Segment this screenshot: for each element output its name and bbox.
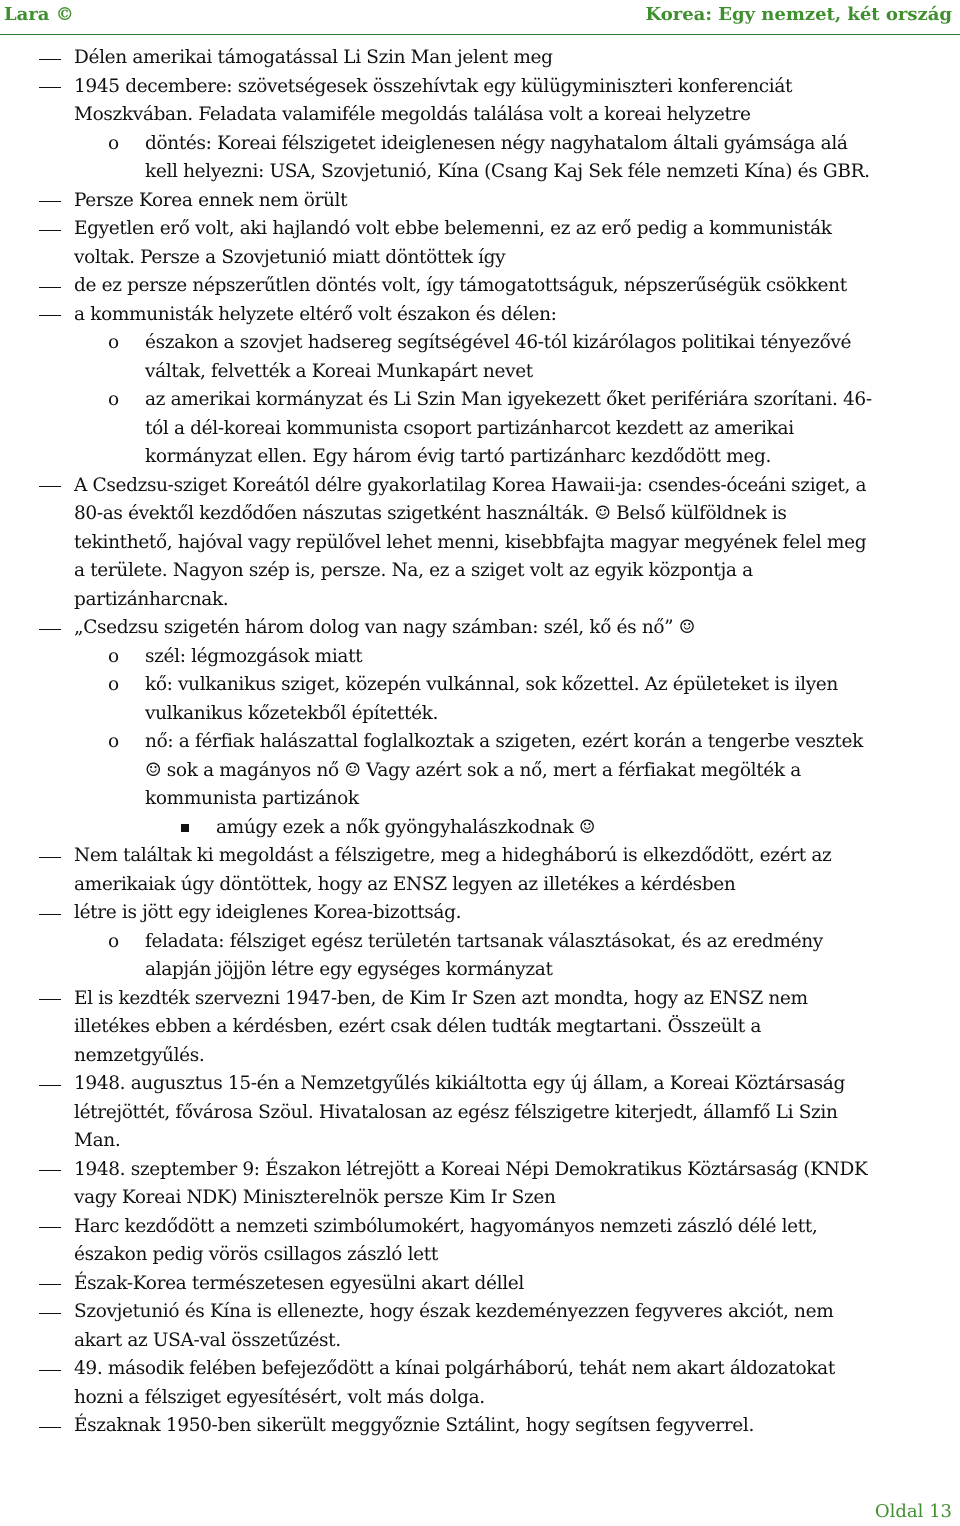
list-item — [0, 215, 960, 272]
list-item — [0, 614, 960, 643]
list-item-line: a kommunisták helyzete eltérő volt északon és délen: — [74, 303, 557, 325]
list-item-line: partizánharcnak. — [74, 588, 229, 610]
list-item-line: az amerikai kormányzat és Li Szin Man igyekezett őket perifériára szorítani. 46- — [145, 389, 872, 410]
dash-bullet — [39, 59, 61, 60]
list-item-line: Harc kezdődött a nemzeti szimbólumokért, hagyományos nemzeti zászló délé lett, — [74, 1215, 818, 1237]
list-item-line: 1948. augusztus 15-én a Nemzetgyűlés kikiáltotta egy új állam, a Koreai Köztársaság — [74, 1073, 845, 1094]
circle-bullet: o — [108, 674, 119, 695]
dash-bullet — [39, 230, 61, 231]
list-item — [0, 386, 960, 472]
list-item-line: Moszkvában. Feladata valamiféle megoldás találása volt a koreai helyzetre — [74, 104, 751, 125]
list-item-line: „Csedzsu szigetén három dolog van nagy számban: szél, kő és nő” ☺ — [74, 617, 696, 638]
list-item-line: kommunista partizánok — [145, 788, 359, 809]
list-item-line: létre is jött egy ideiglenes Korea-bizottság. — [74, 902, 462, 923]
dash-bullet — [39, 1284, 61, 1285]
list-item-line: Persze Korea ennek nem örült — [74, 189, 348, 211]
list-item — [0, 130, 960, 187]
dash-bullet — [39, 201, 61, 202]
circle-bullet: o — [108, 930, 119, 952]
list-item-line: hozni a félsziget egyesítésért, volt más dolga. — [74, 1386, 485, 1408]
list-item — [0, 329, 960, 386]
list-item-line: kell helyezni: USA, Szovjetunió, Kína (Csang Kaj Sek féle nemzeti Kína) és GBR. — [145, 161, 870, 182]
list-item — [0, 73, 960, 130]
list-item — [0, 301, 960, 330]
list-item-line: 1948. szeptember 9: Északon létrejött a Koreai Népi Demokratikus Köztársaság (KNDK — [74, 1158, 868, 1180]
list-item-line: döntés: Koreai félszigetet ideiglenesen négy nagyhatalom általi gyámsága alá — [145, 132, 848, 154]
list-item-line: illetékes ebben a kérdésben, ezért csak délen tudták megtartani. Összeült a — [74, 1016, 762, 1037]
list-item-line: Északnak 1950-ben sikerült meggyőznie Sztálint, hogy segítsen fegyverrel. — [74, 1415, 754, 1436]
list-item-line: kő: vulkanikus sziget, közepén vulkánnal, sok kőzettel. Az épületeket is ilyen — [145, 674, 838, 695]
dash-bullet — [39, 1227, 61, 1228]
list-item-line: a területe. Nagyon szép is, persze. Na, ez a sziget volt az egyik központja a — [74, 560, 753, 581]
list-item — [0, 985, 960, 1071]
circle-bullet: o — [108, 332, 119, 353]
list-item-line: El is kezdték szervezni 1947-ben, de Kim Ir Szen azt mondta, hogy az ENSZ nem — [74, 987, 808, 1009]
circle-bullet: o — [108, 731, 119, 752]
list-item — [0, 272, 960, 301]
list-item-line: 49. második felében befejeződött a kínai polgárháború, tehát nem akart áldozatokat — [74, 1358, 835, 1379]
list-item-line: tekinthető, hajóval vagy repülővel lehet menni, kisebbfajta magyar megyének felel meg — [74, 531, 867, 553]
list-item — [0, 814, 960, 843]
list-item — [0, 187, 960, 216]
dash-bullet — [39, 1170, 61, 1171]
list-item-line: nemzetgyűlés. — [74, 1044, 205, 1066]
circle-bullet: o — [108, 132, 119, 154]
list-item — [0, 728, 960, 814]
list-item-line: kormányzat ellen. Egy három évig tartó partizánharc kezdődött meg. — [145, 446, 771, 467]
dash-bullet — [39, 1085, 61, 1086]
list-item — [0, 1270, 960, 1299]
list-item — [0, 643, 960, 672]
header-title: Korea: Egy nemzet, két ország — [645, 4, 952, 25]
list-item-line: alapján jöjjön létre egy egységes kormányzat — [145, 959, 553, 980]
list-item-line: vulkanikus kőzetekből építették. — [145, 702, 439, 724]
list-item-line: Nem találtak ki megoldást a félszigetre, meg a hidegháború is elkezdődött, ezért az — [74, 845, 832, 866]
list-item-line: váltak, felvették a Koreai Munkapárt nevet — [145, 360, 533, 382]
circle-bullet: o — [108, 389, 119, 410]
dash-bullet — [39, 1427, 61, 1428]
dash-bullet — [39, 914, 61, 915]
header-author: Lara © — [4, 4, 74, 25]
page-header — [0, 0, 960, 35]
list-item-line: feladata: félsziget egész területén tartsanak választásokat, és az eredmény — [145, 930, 823, 952]
list-item-line: Észak-Korea természetesen egyesülni akart déllel — [74, 1272, 524, 1294]
list-item — [0, 1298, 960, 1355]
dash-bullet — [39, 857, 61, 858]
list-item-line: A Csedzsu-sziget Koreától délre gyakorlatilag Korea Hawaii-ja: csendes-óceáni sziget, a — [74, 474, 867, 496]
list-item-line: de ez persze népszerűtlen döntés volt, így támogatottságuk, népszerűségük csökkent — [74, 275, 847, 296]
list-item — [0, 472, 960, 615]
list-item-line: nő: a férfiak halászattal foglalkoztak a szigeten, ezért korán a tengerbe vesztek — [145, 731, 863, 752]
page-number: Oldal 13 — [874, 1501, 952, 1522]
list-item-line: amerikaiak úgy döntöttek, hogy az ENSZ legyen az illetékes a kérdésben — [74, 873, 736, 895]
list-item — [0, 899, 960, 928]
dash-bullet — [39, 629, 61, 630]
dash-bullet — [39, 999, 61, 1000]
dash-bullet — [39, 1370, 61, 1371]
list-item — [0, 1070, 960, 1156]
dash-bullet — [39, 315, 61, 316]
list-item — [0, 671, 960, 728]
list-item — [0, 1156, 960, 1213]
list-item — [0, 44, 960, 73]
list-item-line: ☺ sok a magányos nő ☺ Vagy azért sok a nő, mert a férfiakat megölték a — [145, 759, 801, 781]
dash-bullet — [39, 87, 61, 88]
list-item-line: északon a szovjet hadsereg segítségével 46-tól kizárólagos politikai tényezővé — [145, 332, 852, 353]
list-item-line: Man. — [74, 1130, 121, 1151]
list-item — [0, 928, 960, 985]
circle-bullet: o — [108, 645, 119, 667]
list-item-line: amúgy ezek a nők gyöngyhalászkodnak ☺ — [216, 816, 596, 838]
list-item-line: Szovjetunió és Kína is ellenezte, hogy észak kezdeményezzen fegyveres akciót, nem — [74, 1301, 834, 1322]
square-bullet-icon — [181, 824, 189, 832]
list-item-line: északon pedig vörös csillagos zászló lett — [74, 1244, 438, 1265]
list-item-line: akart az USA-val összetűzést. — [74, 1329, 341, 1351]
list-item-line: 1945 decembere: szövetségesek összehívtak egy külügyminiszteri konferenciát — [74, 75, 793, 97]
dash-bullet — [39, 1313, 61, 1314]
list-item — [0, 1412, 960, 1441]
document-body — [0, 44, 960, 1441]
list-item-line: Délen amerikai támogatással Li Szin Man jelent meg — [74, 47, 553, 68]
list-item-line: vagy Koreai NDK) Miniszterelnök persze Kim Ir Szen — [74, 1187, 556, 1208]
dash-bullet — [39, 486, 61, 487]
list-item — [0, 842, 960, 899]
list-item — [0, 1213, 960, 1270]
list-item — [0, 1355, 960, 1412]
list-item-line: 80-as évektől kezdődően nászutas szigetként használták. ☺ Belső külföldnek is — [74, 503, 787, 524]
list-item-line: szél: légmozgások miatt — [145, 645, 363, 667]
list-item-line: tól a dél-koreai kommunista csoport partizánharcot kezdett az amerikai — [145, 417, 794, 439]
list-item-line: voltak. Persze a Szovjetunió miatt döntöttek így — [74, 246, 506, 268]
list-item-line: Egyetlen erő volt, aki hajlandó volt ebbe belemenni, ez az erő pedig a kommunisták — [74, 218, 832, 239]
list-item-line: létrejöttét, fővárosa Szöul. Hivatalosan az egész félszigetre kiterjedt, államfő Li Szin — [74, 1101, 838, 1123]
dash-bullet — [39, 287, 61, 288]
